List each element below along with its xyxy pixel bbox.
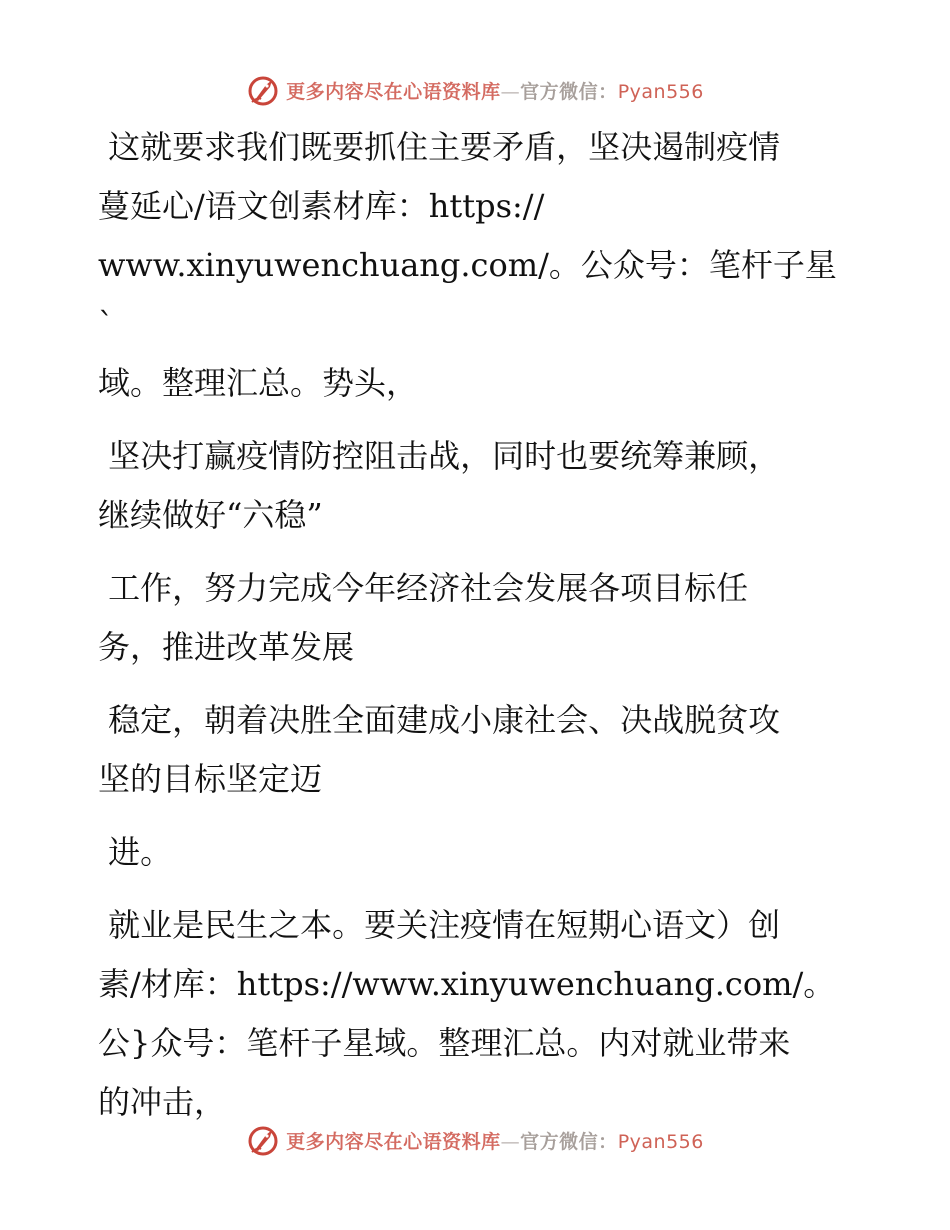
banner-wechat-handle: Pyan556 (617, 1130, 704, 1153)
document-body (98, 118, 838, 1132)
paragraph-line: 坚的目标坚定迈 (98, 760, 323, 798)
paragraph-line: 域。整理汇总。势头， (98, 364, 419, 402)
banner-main-text: 更多内容尽在心语资料库 (286, 80, 501, 103)
paragraph-line: 公}众号：笔杆子星域。整理汇总。内对就业带来 (98, 1024, 791, 1062)
paragraph-line: 就业是民生之本。要关注疫情在短期心语文）创 (98, 906, 781, 944)
paragraph-line: 蔓延心/语文创素材库：https:// (98, 187, 545, 225)
paragraph-line: 素/材库：https://www.xinyuwenchuang.com/。 (98, 965, 836, 1003)
paragraph-line: 务，推进改革发展 (98, 628, 355, 666)
paragraph-line: 进。 (98, 833, 173, 871)
banner-official-label: 官方微信： (520, 1130, 618, 1153)
pen-nib-logo-icon (246, 73, 280, 107)
paragraph-line: 继续做好“六稳” (98, 496, 323, 534)
banner-separator: — (500, 1130, 521, 1153)
paragraph-line: 的冲击， (98, 1083, 227, 1121)
paragraph-3 (98, 559, 838, 677)
banner-separator: — (500, 80, 521, 103)
header-banner-content (246, 73, 704, 107)
paragraph-4 (98, 691, 838, 809)
paragraph-line: 工作，努力完成今年经济社会发展各项目标任 (98, 569, 749, 607)
paragraph-2 (98, 427, 838, 545)
paragraph-6 (98, 896, 838, 1132)
header-banner (0, 72, 950, 108)
banner-official-label: 官方微信： (520, 80, 618, 103)
paragraph-5 (98, 823, 838, 882)
paragraph-1 (98, 118, 838, 413)
paragraph-line: www.xinyuwenchuang.com/。公众号：笔杆子星` (98, 246, 837, 343)
footer-banner-content (246, 1123, 704, 1157)
footer-banner (0, 1122, 950, 1158)
banner-main-text: 更多内容尽在心语资料库 (286, 1130, 501, 1153)
banner-wechat-handle: Pyan556 (617, 80, 704, 103)
paragraph-line: 坚决打赢疫情防控阻击战，同时也要统筹兼顾， (98, 437, 781, 475)
paragraph-line: 稳定，朝着决胜全面建成小康社会、决战脱贫攻 (98, 701, 781, 739)
paragraph-line: 这就要求我们既要抓住主要矛盾，坚决遏制疫情 (98, 128, 781, 166)
pen-nib-logo-icon (246, 1123, 280, 1157)
